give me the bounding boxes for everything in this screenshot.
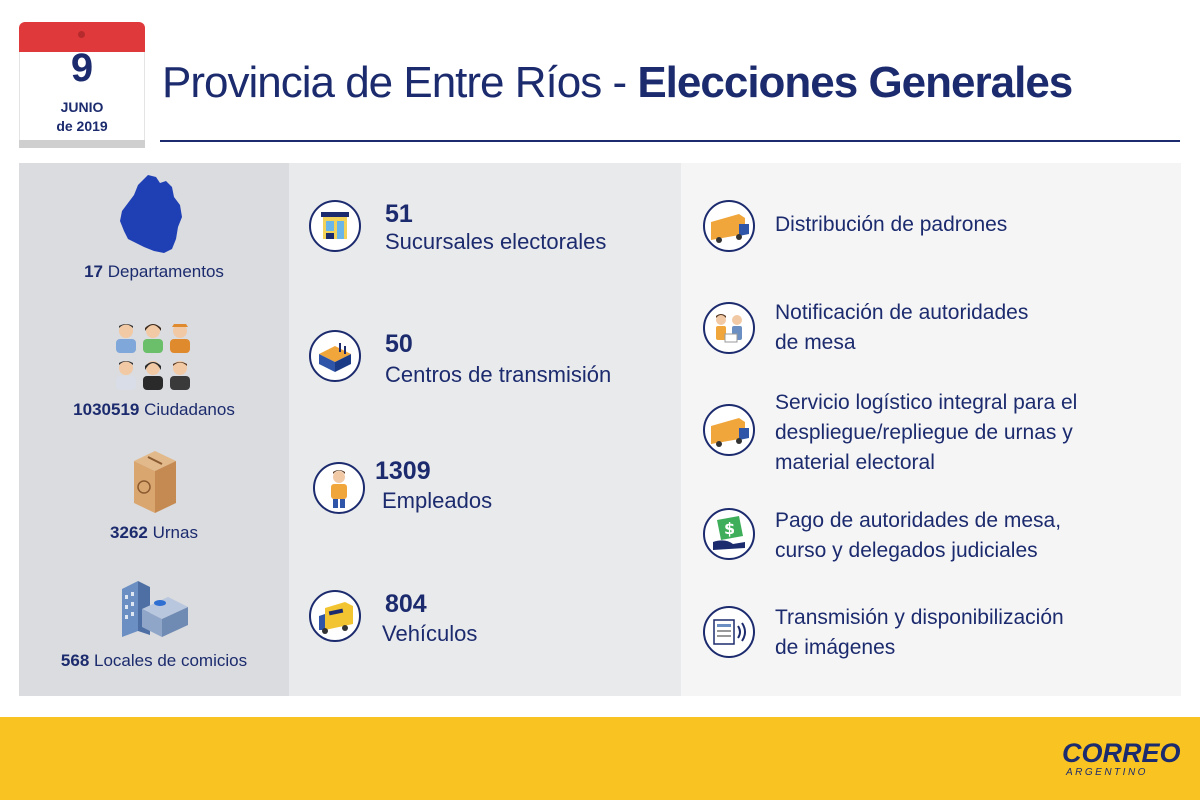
logistics-truck-icon <box>703 404 755 456</box>
notification-icon <box>703 302 755 354</box>
service-line: despliegue/repliegue de urnas y <box>775 421 1073 444</box>
branch-office-icon <box>309 200 361 252</box>
service-line: Pago de autoridades de mesa, <box>775 509 1062 532</box>
svg-text:$: $ <box>724 519 736 538</box>
calendar-day: 9 <box>70 46 94 90</box>
service-pago <box>775 506 1061 566</box>
stat-urnas <box>19 523 289 543</box>
service-notificacion <box>775 298 1028 358</box>
ballot-box-icon <box>130 447 180 515</box>
title-divider <box>160 140 1180 142</box>
stat-ciudadanos-label: Ciudadanos <box>139 400 235 419</box>
stat-ciudadanos <box>19 400 289 420</box>
delivery-truck-icon <box>703 200 755 252</box>
footer-band <box>0 717 1200 800</box>
stat-empleados-value: 1309 <box>375 457 431 485</box>
service-line: material electoral <box>775 451 935 474</box>
service-logistica <box>775 388 1077 478</box>
correo-logo-text: CORREO <box>1062 738 1181 768</box>
page-title <box>162 58 1072 108</box>
calendar-ring-icon <box>78 31 85 38</box>
calendar-year: de 2019 <box>56 118 108 134</box>
stat-centros-value: 50 <box>385 330 413 358</box>
service-line: Distribución de padrones <box>775 213 1008 236</box>
province-map-icon <box>116 173 186 255</box>
calendar-badge <box>19 22 145 148</box>
stat-sucursales-value: 51 <box>385 200 413 228</box>
stat-locales-label: Locales de comicios <box>89 651 248 670</box>
stat-locales <box>19 651 289 671</box>
service-line: curso y delegados judiciales <box>775 539 1038 562</box>
service-padrones <box>775 210 1007 240</box>
image-transmission-icon <box>703 606 755 658</box>
stat-departamentos-value: 17 <box>84 262 103 281</box>
service-line: Notificación de autoridades <box>775 301 1029 324</box>
stat-ciudadanos-value: 1030519 <box>73 400 140 419</box>
stat-sucursales-label: Sucursales electorales <box>385 229 607 254</box>
stat-urnas-label: Urnas <box>147 523 198 542</box>
title-election: Elecciones Generales <box>637 58 1073 107</box>
stat-empleados-label: Empleados <box>382 488 493 513</box>
service-line: de imágenes <box>775 636 896 659</box>
service-transmision <box>775 603 1064 663</box>
employee-icon <box>313 462 365 514</box>
transmission-center-icon <box>309 330 361 382</box>
service-line: de mesa <box>775 331 856 354</box>
calendar-month: JUNIO <box>60 99 104 115</box>
stat-urnas-value: 3262 <box>110 523 148 542</box>
service-line: Transmisión y disponibilización <box>775 606 1064 629</box>
truck-icon <box>309 590 361 642</box>
stat-vehiculos-value: 804 <box>385 590 427 618</box>
service-line: Servicio logístico integral para el <box>775 391 1078 414</box>
stat-centros-label: Centros de transmisión <box>385 362 612 387</box>
stat-vehiculos-label: Vehículos <box>382 621 478 646</box>
citizens-icon <box>110 322 196 394</box>
stat-locales-value: 568 <box>60 651 90 670</box>
polling-building-icon <box>116 575 192 641</box>
title-province: Provincia de Entre Ríos - <box>162 58 638 107</box>
stat-departamentos <box>19 262 289 282</box>
calendar-shadow <box>19 140 145 148</box>
payment-icon <box>703 508 755 560</box>
stat-departamentos-label: Departamentos <box>102 262 224 281</box>
correo-logo-subtitle: ARGENTINO <box>1066 767 1148 778</box>
